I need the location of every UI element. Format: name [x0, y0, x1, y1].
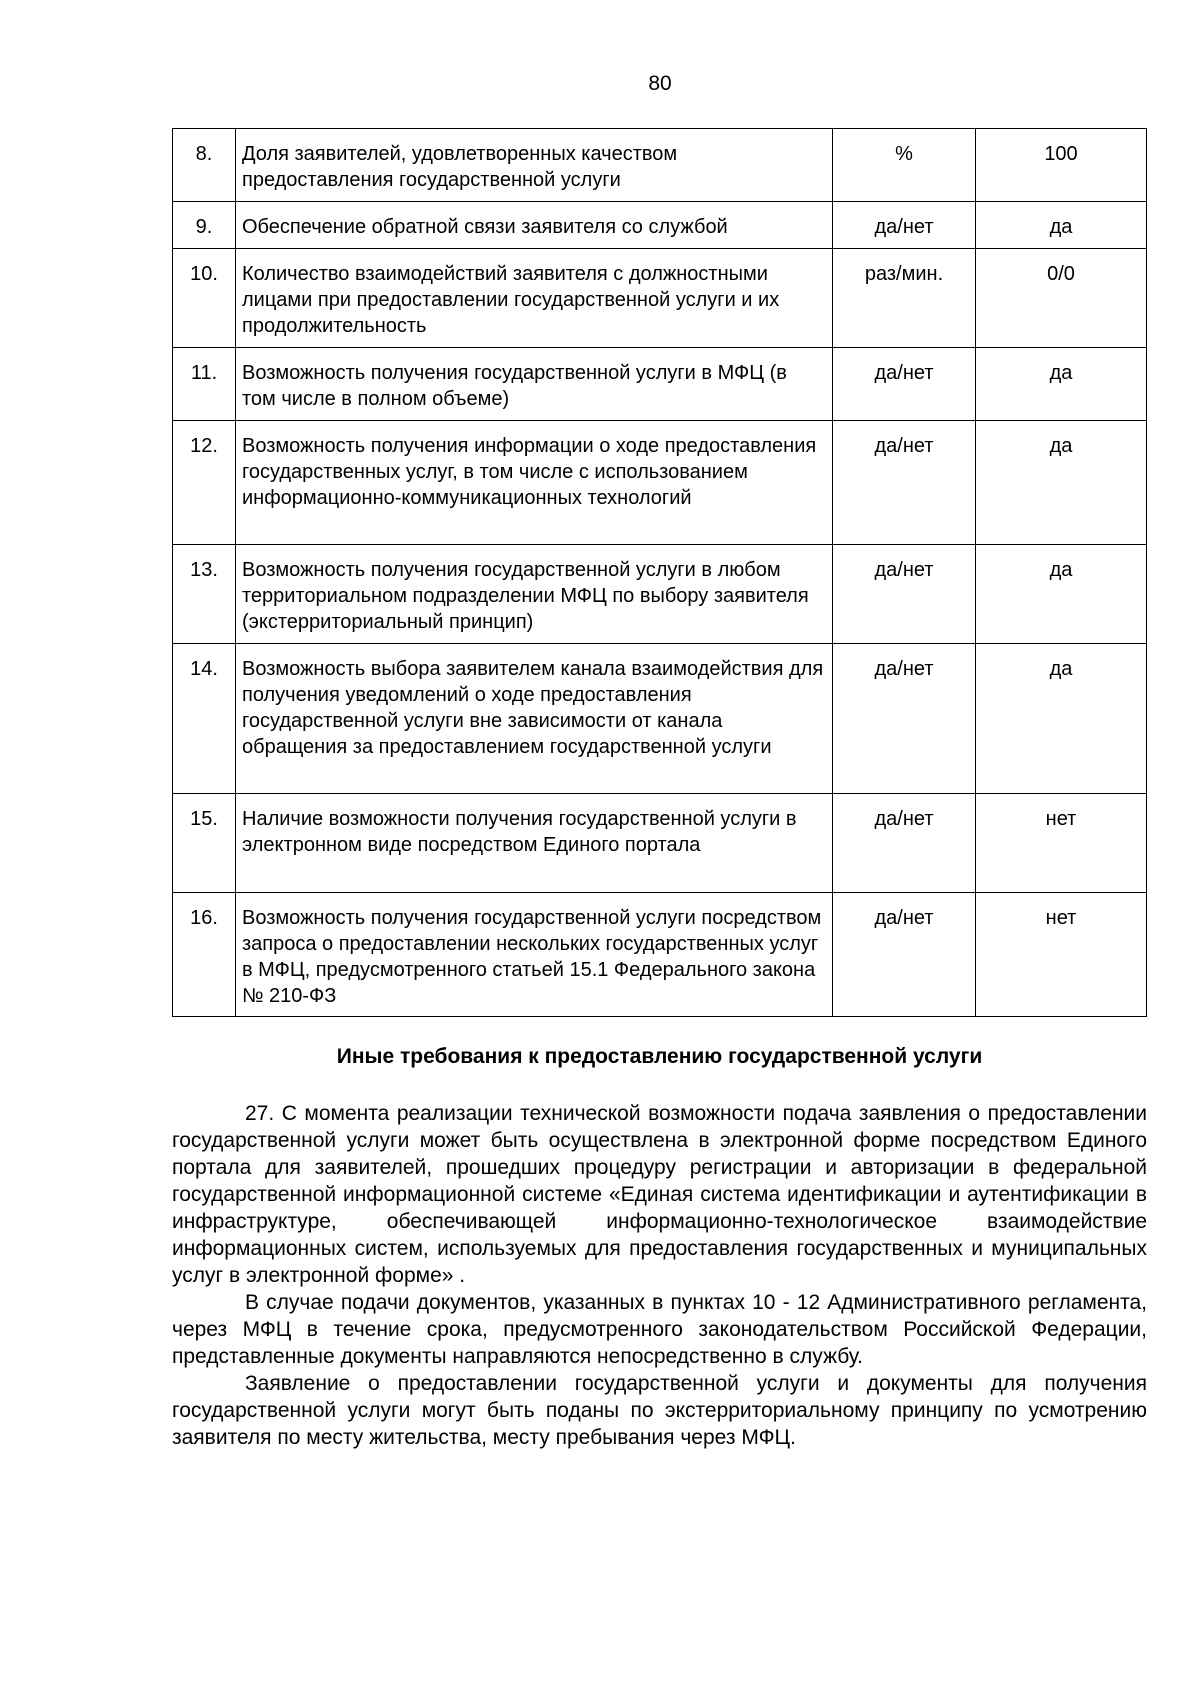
row-value: да [976, 545, 1147, 644]
page-number: 80 [648, 72, 672, 95]
indicators-table [172, 128, 1147, 1017]
row-value: нет [976, 893, 1147, 1017]
row-number: 11. [173, 348, 236, 421]
row-unit: да/нет [833, 644, 976, 794]
row-number: 12. [173, 421, 236, 545]
row-unit: да/нет [833, 348, 976, 421]
row-value: да [976, 644, 1147, 794]
row-description: Возможность получения государственной услуги в МФЦ (в том числе в полном объеме) [236, 348, 833, 421]
row-description: Наличие возможности получения государственной услуги в электронном виде посредством Единого портала [236, 794, 833, 893]
table-row [173, 893, 1147, 1017]
table-row [173, 249, 1147, 348]
row-number: 10. [173, 249, 236, 348]
row-description: Доля заявителей, удовлетворенных качеством предоставления государственной услуги [236, 129, 833, 202]
table-row [173, 348, 1147, 421]
row-value: 0/0 [976, 249, 1147, 348]
row-description: Обеспечение обратной связи заявителя со службой [236, 202, 833, 249]
row-description: Количество взаимодействий заявителя с должностными лицами при предоставлении государственной услуги и их продолжительность [236, 249, 833, 348]
row-unit: раз/мин. [833, 249, 976, 348]
row-description: Возможность выбора заявителем канала взаимодействия для получения уведомлений о ходе предоставления государственной услуги вне зависимости от канала обращения за предоставлением государственной услуги [236, 644, 833, 794]
row-unit: да/нет [833, 893, 976, 1017]
row-unit: % [833, 129, 976, 202]
table-row [173, 545, 1147, 644]
row-description: Возможность получения государственной услуги посредством запроса о предоставлении нескольких государственных услуг в МФЦ, предусмотренного статьей 15.1 Федерального закона № 210-ФЗ [236, 893, 833, 1017]
table-row [173, 644, 1147, 794]
row-number: 9. [173, 202, 236, 249]
table-row [173, 129, 1147, 202]
row-value: 100 [976, 129, 1147, 202]
row-number: 13. [173, 545, 236, 644]
paragraph: 27. С момента реализации технической возможности подача заявления о предоставлении государственной услуги может быть осуществлена в электронной форме посредством Единого портала для заявителей, прошедших процедуру регистрации и авторизации в федеральной государственной информационной системе «Единая система идентификации и аутентификации в инфраструктуре, обеспечивающей информационно-технологическое взаимодействие информационных систем, используемых для предоставления государственных и муниципальных услуг в электронной форме» . [172, 1102, 1147, 1287]
paragraph: В случае подачи документов, указанных в пунктах 10 - 12 Административного регламента, через МФЦ в течение срока, предусмотренного законодательством Российской Федерации, представленные документы направляются непосредственно в службу. [172, 1291, 1147, 1368]
row-number: 8. [173, 129, 236, 202]
row-value: да [976, 348, 1147, 421]
row-number: 16. [173, 893, 236, 1017]
row-value: нет [976, 794, 1147, 893]
table-row [173, 202, 1147, 249]
table-row [173, 421, 1147, 545]
row-value: да [976, 421, 1147, 545]
row-unit: да/нет [833, 794, 976, 893]
body-text [172, 1100, 1147, 1451]
row-value: да [976, 202, 1147, 249]
row-unit: да/нет [833, 202, 976, 249]
row-description: Возможность получения государственной услуги в любом территориальном подразделении МФЦ по выбору заявителя (экстерриториальный принцип) [236, 545, 833, 644]
row-number: 15. [173, 794, 236, 893]
row-description: Возможность получения информации о ходе предоставления государственных услуг, в том числе с использованием информационно-коммуникационных технологий [236, 421, 833, 545]
paragraph: Заявление о предоставлении государственной услуги и документы для получения государственной услуги могут быть поданы по экстерриториальному принципу по усмотрению заявителя по месту жительства, месту пребывания через МФЦ. [172, 1372, 1147, 1449]
row-number: 14. [173, 644, 236, 794]
row-unit: да/нет [833, 421, 976, 545]
row-unit: да/нет [833, 545, 976, 644]
table-row [173, 794, 1147, 893]
section-title: Иные требования к предоставлению государственной услуги [336, 1045, 983, 1068]
